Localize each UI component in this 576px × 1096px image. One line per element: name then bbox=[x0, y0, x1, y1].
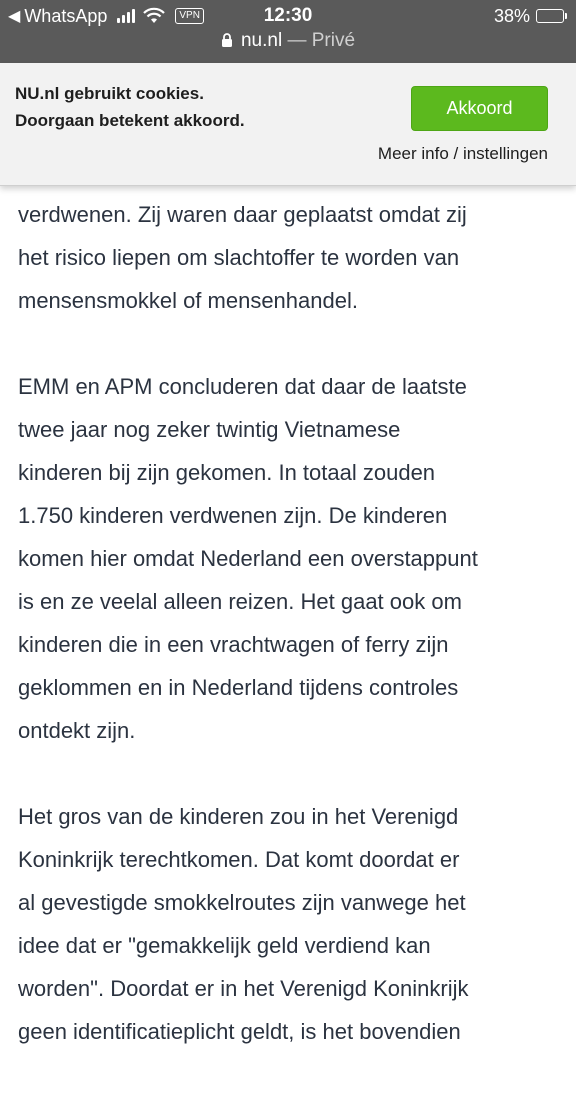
article-line: twee jaar nog zeker twintig Vietnamese bbox=[18, 417, 401, 442]
article-line: idee dat er "gemakkelijk geld verdiend kan bbox=[18, 933, 431, 958]
url-domain: nu.nl bbox=[240, 30, 283, 51]
battery-icon bbox=[536, 9, 564, 23]
article-line: het risico liepen om slachtoffer te worden van bbox=[18, 245, 460, 270]
article-body bbox=[18, 150, 563, 1096]
article-line: Het gros van de kinderen zou in het Verenigd bbox=[18, 804, 459, 829]
article-line: geen identificatieplicht geldt, is het bovendien bbox=[18, 1019, 461, 1044]
article-line: verdwenen. Zij waren daar geplaatst omdat zij bbox=[18, 202, 467, 227]
cookie-settings-link[interactable]: Meer info / instellingen bbox=[377, 144, 548, 163]
article-line: kinderen bij zijn gekomen. In totaal zouden bbox=[18, 460, 436, 485]
article-line: geklommen en in Nederland tijdens controles bbox=[18, 675, 459, 700]
article-line: 1.750 kinderen verdwenen zijn. De kinderen bbox=[18, 503, 448, 528]
battery-status bbox=[494, 5, 564, 27]
cookie-message bbox=[15, 80, 395, 134]
url-separator: — bbox=[282, 30, 312, 51]
article-line: ontdekt zijn. bbox=[18, 718, 136, 743]
article-paragraph bbox=[18, 365, 563, 752]
battery-percent: 38% bbox=[493, 5, 530, 26]
status-time: 12:30 bbox=[263, 5, 313, 26]
private-mode-label: Privé bbox=[311, 30, 356, 51]
accept-cookies-button[interactable]: Akkoord bbox=[411, 86, 548, 131]
lock-icon bbox=[221, 33, 233, 47]
vpn-badge: VPN bbox=[175, 8, 204, 24]
cookie-message-line1: NU.nl gebruikt cookies. bbox=[15, 84, 204, 103]
article-line: Koninkrijk terechtkomen. Dat komt doordat er bbox=[18, 847, 460, 872]
back-app-label: WhatsApp bbox=[24, 5, 108, 26]
back-chevron-icon: ◀ bbox=[8, 8, 21, 25]
article-paragraph bbox=[18, 795, 563, 1053]
article-line: kinderen die in een vrachtwagen of ferry zijn bbox=[18, 632, 449, 657]
article-line: komen hier omdat Nederland een overstappunt bbox=[18, 546, 478, 571]
cookie-banner bbox=[0, 63, 576, 186]
article-line: EMM en APM concluderen dat daar de laatste bbox=[18, 374, 467, 399]
url-bar[interactable] bbox=[0, 30, 576, 52]
browser-top-bar bbox=[0, 0, 576, 63]
article-line: mensensmokkel of mensenhandel. bbox=[18, 288, 358, 313]
article-line: is en ze veelal alleen reizen. Het gaat ook om bbox=[18, 589, 462, 614]
article-line: worden". Doordat er in het Verenigd Koninkrijk bbox=[18, 976, 469, 1001]
cookie-message-line2: Doorgaan betekent akkoord. bbox=[15, 111, 245, 130]
article-line: al gevestigde smokkelroutes zijn vanwege het bbox=[18, 890, 466, 915]
